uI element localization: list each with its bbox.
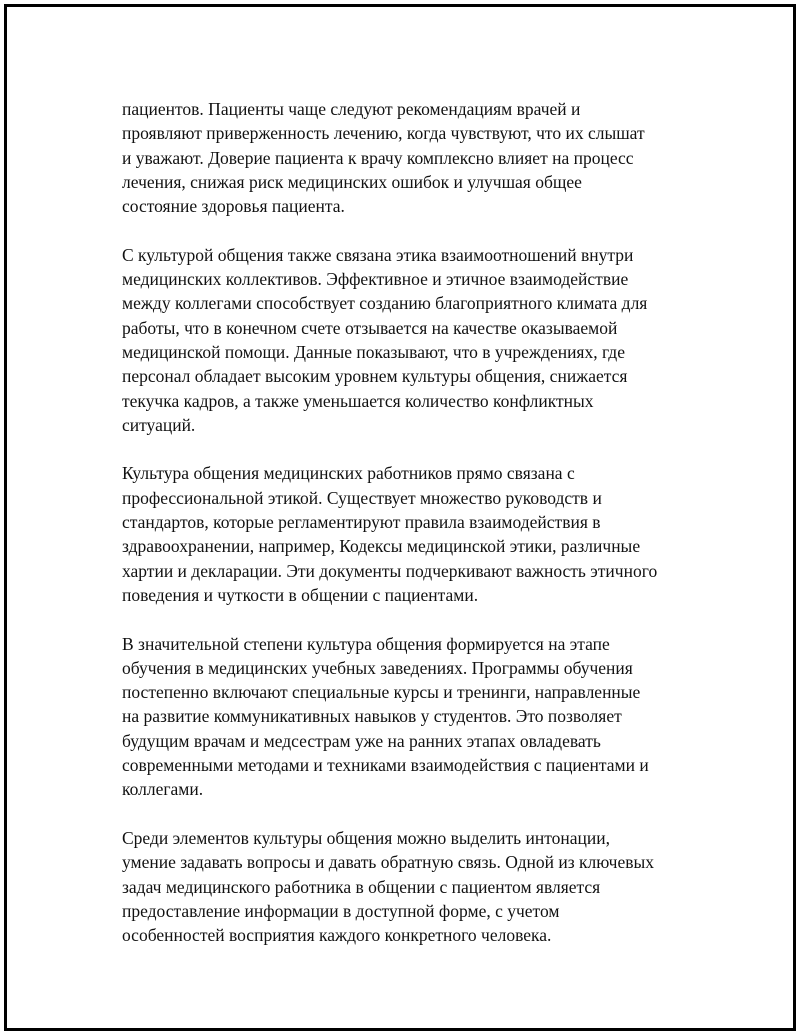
text-line: умение задавать вопросы и давать обратную связь. Одной из ключевых xyxy=(122,852,655,873)
document-body xyxy=(122,97,702,972)
text-line: особенностей восприятия каждого конкретного человека. xyxy=(122,925,552,946)
text-line: Среди элементов культуры общения можно выделить интонации, xyxy=(122,827,610,848)
paragraph-2 xyxy=(122,243,702,437)
text-line: В значительной степени культура общения формируется на этапе xyxy=(122,633,610,654)
text-line: пациентов. Пациенты чаще следуют рекомендациям врачей и xyxy=(122,99,581,119)
text-line: на развитие коммуникативных навыков у студентов. Это позволяет xyxy=(122,706,622,727)
page-frame xyxy=(4,4,796,1031)
text-line: состояние здоровья пациента. xyxy=(122,196,345,217)
text-line: задач медицинского работника в общении с пациентом является xyxy=(122,876,601,897)
text-line: обучения в медицинских учебных заведениях. Программы обучения xyxy=(122,657,633,678)
text-line: современными методами и техниками взаимодействия с пациентами и xyxy=(122,755,649,776)
paragraph-1 xyxy=(122,97,702,218)
text-line: ситуаций. xyxy=(122,414,196,435)
text-line: постепенно включают специальные курсы и тренинги, направленные xyxy=(122,682,641,703)
paragraph-3 xyxy=(122,461,702,607)
text-line: лечения, снижая риск медицинских ошибок и улучшая общее xyxy=(122,171,582,192)
text-line: текучка кадров, а также уменьшается количество конфликтных xyxy=(122,390,594,411)
text-line: Культура общения медицинских работников прямо связана с xyxy=(122,463,575,484)
text-line: С культурой общения также связана этика взаимоотношений внутри xyxy=(122,244,634,265)
text-line: стандартов, которые регламентируют правила взаимодействия в xyxy=(122,512,601,533)
paragraph-5 xyxy=(122,826,702,947)
text-line: работы, что в конечном счете отзывается на качестве оказываемой xyxy=(122,317,618,338)
text-line: между коллегами способствует созданию благоприятного климата для xyxy=(122,293,648,314)
text-line: хартии и декларации. Эти документы подчеркивают важность этичного xyxy=(122,560,658,581)
text-line: проявляют приверженность лечению, когда чувствуют, что их слышат xyxy=(122,123,645,144)
text-line: медицинских коллективов. Эффективное и этичное взаимодействие xyxy=(122,269,629,290)
text-line: и уважают. Доверие пациента к врачу комплексно влияет на процесс xyxy=(122,147,634,168)
text-line: будущим врачам и медсестрам уже на ранних этапах овладевать xyxy=(122,730,601,751)
paragraph-4 xyxy=(122,632,702,802)
text-line: персонал обладает высоким уровнем культуры общения, снижается xyxy=(122,366,628,387)
text-line: поведения и чуткости в общении с пациентами. xyxy=(122,584,479,605)
text-line: здравоохранении, например, Кодексы медицинской этики, различные xyxy=(122,536,641,557)
text-line: профессиональной этикой. Существует множество руководств и xyxy=(122,487,602,508)
text-line: медицинской помощи. Данные показывают, что в учреждениях, где xyxy=(122,341,625,362)
text-line: предоставление информации в доступной форме, с учетом xyxy=(122,900,560,921)
text-line: коллегами. xyxy=(122,779,204,800)
